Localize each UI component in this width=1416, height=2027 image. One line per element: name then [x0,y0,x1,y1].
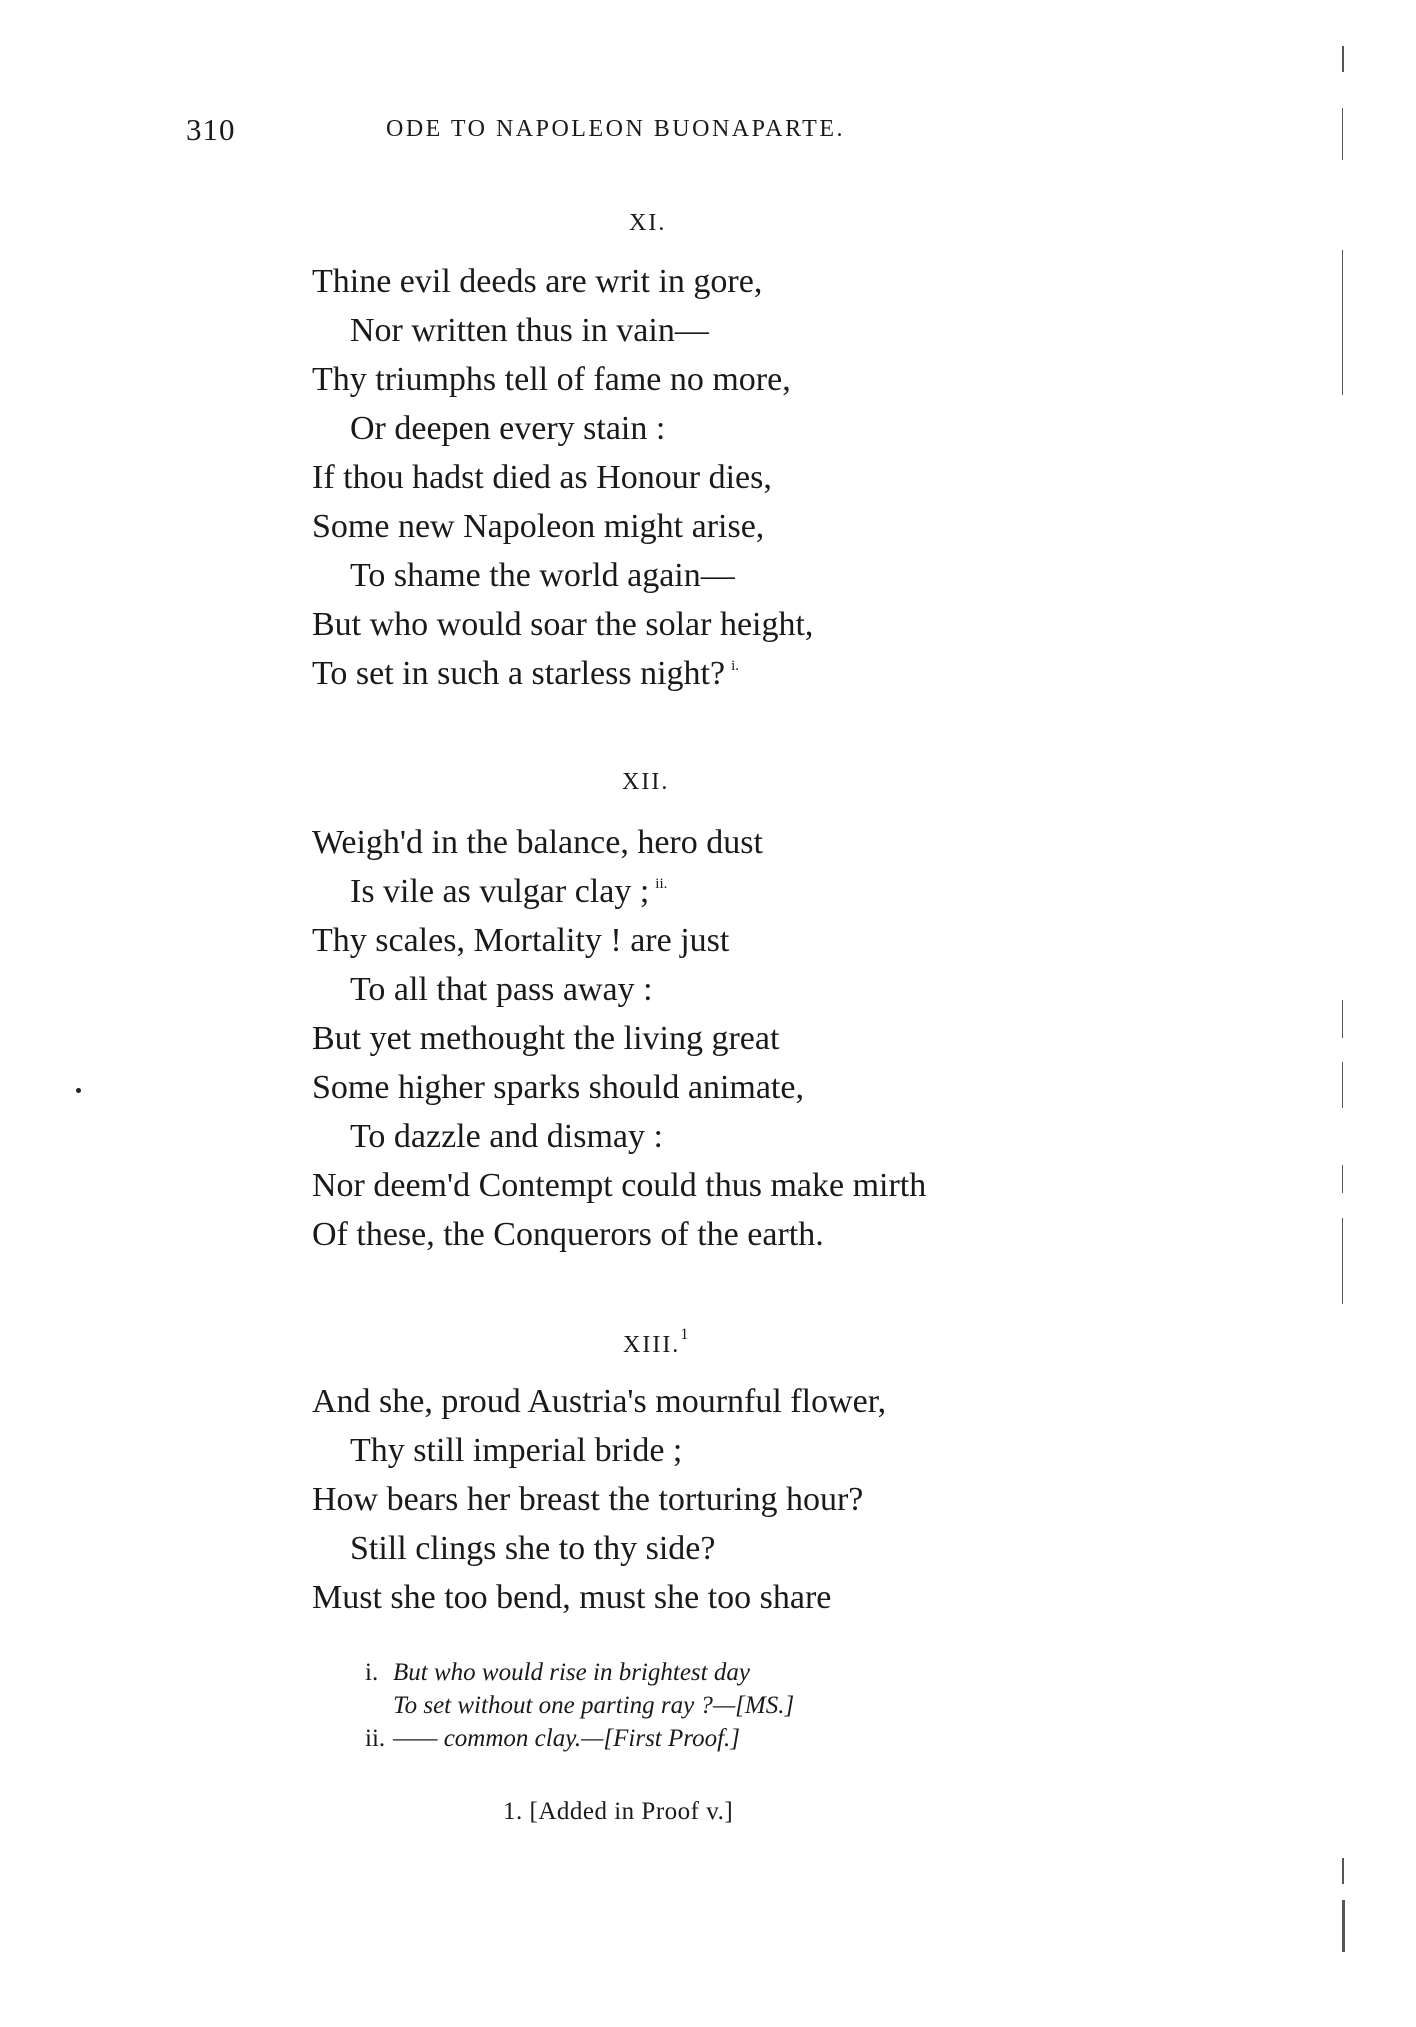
poem-line-with-note [312,649,1212,698]
stanza-number-xi: XI. [629,210,667,236]
poem-line: How bears her breast the torturing hour? [312,1481,864,1518]
stray-dot [76,1088,81,1093]
poem-line: If thou hadst died as Honour dies, [312,459,772,496]
poem-line: Thy still imperial bride ; [350,1432,683,1469]
stanza-number-xiii [623,1326,691,1359]
poem-line: Weigh'd in the balance, hero dust [312,824,763,861]
poem-line: Thy triumphs tell of fame no more, [312,361,791,398]
margin-rule-fragment [1342,1218,1343,1304]
margin-rule-fragment [1342,46,1344,72]
footnote-ref: ii. [655,876,668,892]
page-number: 310 [186,112,236,147]
running-head [186,112,986,152]
poem-line: To dazzle and dismay : [350,1118,663,1155]
poem-line: Of these, the Conquerors of the earth. [312,1216,824,1253]
margin-rule-fragment [1342,1858,1344,1884]
editor-note-ref: 1 [680,1326,691,1343]
stanza-number-xii: XII. [622,769,670,795]
margin-rule-fragment [1342,108,1343,160]
footnote-text: But who would rise in brightest day [393,1659,750,1686]
margin-rule-fragment [1342,1900,1345,1952]
poem-line-text: To set in such a starless night? [312,655,726,692]
poem-line: Still clings she to thy side? [350,1530,716,1567]
poem-line: Some new Napoleon might arise, [312,508,765,545]
footnote-source: —[First Proof.] [581,1725,740,1752]
running-title: ODE TO NAPOLEON BUONAPARTE. [386,116,845,142]
footnote-label: ii. [365,1725,386,1752]
footnote-text: —— common clay. [393,1725,582,1752]
footnotes [365,1656,1065,1755]
poem-line: But who would soar the solar height, [312,606,814,643]
footnote-i-line-1 [365,1656,1065,1689]
editor-note: 1. [Added in Proof v.] [503,1798,734,1825]
stanza-xiii [312,1377,1212,1622]
poem-line-with-note [312,867,1212,916]
stanza-xii [312,818,1212,1259]
footnote-text: To set without one parting ray ? [393,1692,713,1719]
poem-line: Nor written thus in vain— [350,312,709,349]
margin-rule-fragment [1342,1165,1343,1193]
poem-line: Thine evil deeds are writ in gore, [312,263,763,300]
poem-line: Some higher sparks should animate, [312,1069,804,1106]
margin-rule-fragment [1342,1062,1343,1108]
poem-line: Or deepen every stain : [350,410,666,447]
poem-line: To shame the world again— [350,557,735,594]
footnote-ii [365,1722,1065,1755]
poem-line: And she, proud Austria's mournful flower, [312,1383,887,1420]
poem-line: Nor deem'd Contempt could thus make mirth [312,1167,927,1204]
poem-line: Must she too bend, must she too share [312,1579,832,1616]
footnote-i-line-2 [365,1689,1065,1722]
margin-rule-fragment [1342,250,1343,395]
poem-line-text: Is vile as vulgar clay ; [350,873,650,910]
margin-rule-fragment [1342,1000,1343,1038]
footnote-ref: i. [731,658,740,674]
poem-line: To all that pass away : [350,971,653,1008]
stanza-number-text: XIII. [623,1332,681,1358]
poem-line: But yet methought the living great [312,1020,780,1057]
poem-line: Thy scales, Mortality ! are just [312,922,730,959]
footnote-source: —[MS.] [712,1692,795,1719]
stanza-xi [312,257,1212,698]
footnote-label: i. [365,1659,379,1686]
